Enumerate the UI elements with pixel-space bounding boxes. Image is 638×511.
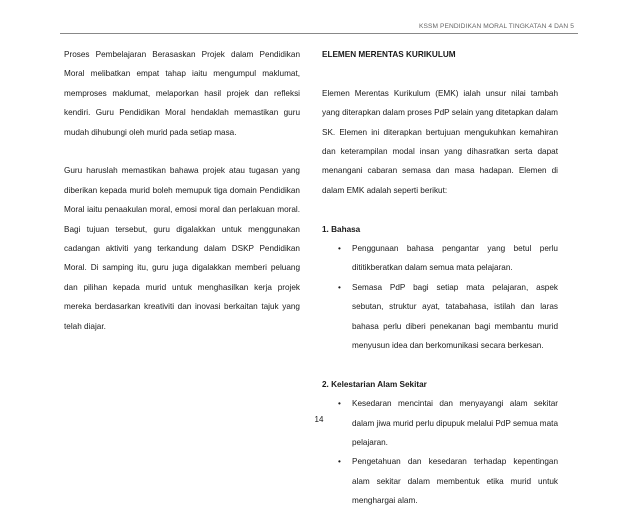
page-number: 14 <box>314 415 324 424</box>
bullet-icon: • <box>338 282 341 292</box>
list-item: • Kesedaran mencintai dan menyayangi alam sekitar dalam jiwa murid perlu dipupuk melalui PdP semua mata pelajaran. <box>322 394 558 452</box>
bullet-icon: • <box>338 457 341 467</box>
bullet-icon: • <box>338 244 341 254</box>
bullet-list-bahasa <box>322 239 558 355</box>
bullet-list-kelestarian <box>322 394 558 510</box>
intro-paragraph: Elemen Merentas Kurikulum (EMK) ialah unsur nilai tambah yang diterapkan dalam proses PdP selain yang ditetapkan dalam SK. Elemen ini diterapkan bertujuan mengukuhkan kemahiran dan keterampilan modal insan yang dihasratkan serta dapat menangani cabaran semasa dan masa hadapan. Elemen di dalam EMK adalah seperti berikut: <box>322 88 558 195</box>
list-item: • Semasa PdP bagi setiap mata pelajaran, aspek sebutan, struktur ayat, tatabahasa, istilah dan laras bahasa perlu diberi penekanan bagi membantu murid menyusun idea dan berkomunikasi secara berkesan. <box>322 278 558 356</box>
section-heading: ELEMEN MERENTAS KURIKULUM <box>322 50 456 59</box>
left-paragraph-1: Proses Pembelajaran Berasaskan Projek dalam Pendidikan Moral melibatkan empat tahap iaitu mengumpul maklumat, memproses maklumat, melaporkan hasil projek dan refleksi kendiri. Guru Pendidikan Moral hendaklah memastikan guru mudah dihubungi oleh murid pada setiap masa. <box>64 50 300 137</box>
list-item: • Penggunaan bahasa pengantar yang betul perlu dititikberatkan dalam semua mata pelajaran. <box>322 239 558 278</box>
section-title-kelestarian: 2. Kelestarian Alam Sekitar <box>322 379 427 389</box>
header-divider <box>60 33 578 34</box>
left-column <box>64 45 300 336</box>
section-title-bahasa: 1. Bahasa <box>322 224 361 234</box>
list-item: • Pengetahuan dan kesedaran terhadap kepentingan alam sekitar dalam membentuk etika murid untuk menghargai alam. <box>322 452 558 510</box>
section-kelestarian <box>322 375 558 511</box>
header-title: KSSM PENDIDIKAN MORAL TINGKATAN 4 DAN 5 <box>419 23 574 30</box>
left-paragraph-2: Guru haruslah memastikan bahawa projek atau tugasan yang diberikan kepada murid boleh memupuk tiga domain Pendidikan Moral iaitu penaakulan moral, emosi moral dan perlakuan moral. Bagi tujuan tersebut, guru digalakkan untuk menggunakan cadangan aktiviti yang terkandung dalam DSKP Pendidikan Moral. Di samping itu, guru juga digalakkan memberi peluang dan pilihan kepada murid untuk menghasilkan kerja projek mereka berdasarkan kreativiti dan inovasi berkaitan tajuk yang telah diajar. <box>64 166 300 331</box>
section-bahasa <box>322 220 558 356</box>
right-column <box>322 45 558 511</box>
bullet-icon: • <box>338 399 341 409</box>
